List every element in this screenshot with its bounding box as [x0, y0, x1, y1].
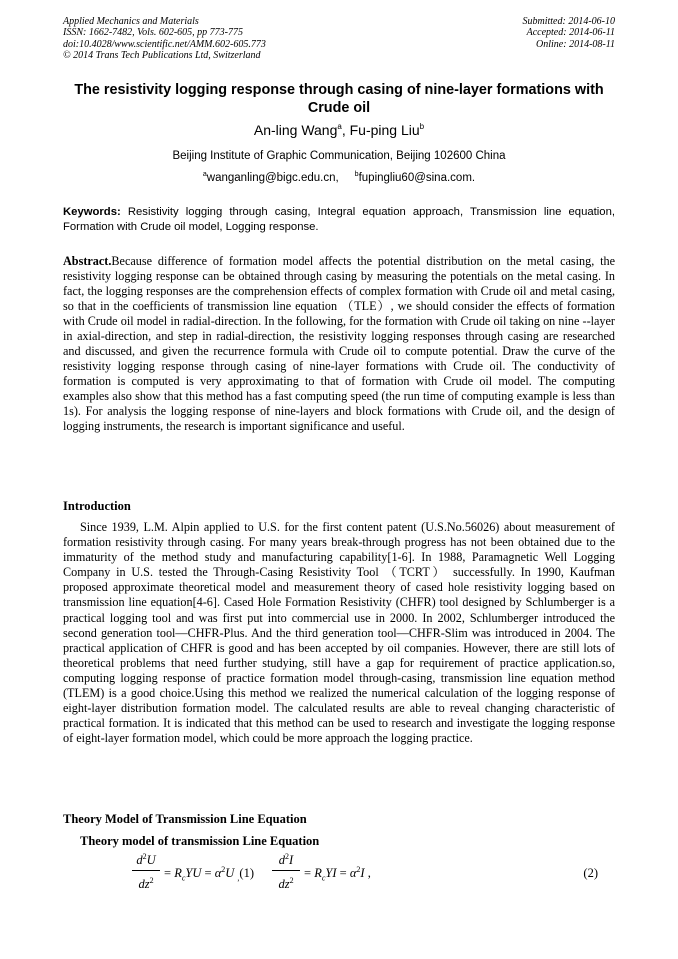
journal-name: Applied Mechanics and Materials [63, 16, 199, 27]
email-address: wanganling@bigc.edu.cn, [206, 172, 339, 184]
author-emails [63, 171, 615, 185]
journal-doi: doi:10.4028/www.scientific.net/AMM.602-605.773 [63, 38, 266, 50]
author-list [63, 121, 615, 139]
email-mark: a [202, 171, 207, 178]
journal-copyright: © 2014 Trans Tech Publications Ltd, Switzerland [63, 49, 261, 61]
abstract-label: Abstract. [63, 254, 112, 268]
equation-number: (2) [583, 866, 598, 880]
email-address: fupingliu60@sina.com. [358, 172, 476, 184]
keywords-label: Keywords: [63, 206, 121, 218]
section-heading-theory: Theory Model of Transmission Line Equation [63, 812, 307, 826]
abstract-text: Because difference of formation model affects the potential distribution on the metal casing, the resistivity logging response can be obtained through casing by measuring the potentials on the metal casing. In fact, the logging responses are the comprehension effects of complex formation with Crude oil and metal casing, so that in the coefficients of transmission line equation （TLE）, we should consider the effects of formation with Crude oil model in radial-direction. In the following, for the formation with Crude oil taking on nine --layer in axial-direction, and step in radial-direction, the resistivity logging responses through casing are researched and discussed, and given the recurrence formula with Crude oil to compute potential. Draw the curve of the resistivity logging response through casing of nine-layer formations with Crude oil. The conductivity of formation is computed is very approximating to that of formation with Crude oil model. The computing examples also show that this method has a fast computing speed (the run time of computing example is less than 1s). For analysis the logging response of nine-layers and block formations with Crude oil, and the design of logging instruments, the research is important significance and useful. [63, 254, 615, 433]
subsection-heading-theory: Theory model of transmission Line Equation [80, 834, 320, 848]
keywords-paragraph [63, 205, 615, 235]
equation-expression: = $R_cYU = \alpha^2U$ $_,$(1) [164, 865, 254, 883]
author-name: An-ling Wang [253, 122, 338, 138]
equation [132, 846, 618, 890]
author-affiliation: Beijing Institute of Graphic Communication, Beijing 102600 China [172, 150, 506, 162]
introduction-paragraph: Since 1939, L.M. Alpin applied to U.S. for the first content patent (U.S.No.56026) about measurement of formation resistivity through casing. For many years break-through progress has not been obtained due to the immaturity of the method study and manufacturing capability[1-6]. In 1988, Paramagnetic Well Logging Company in U.S. tested the Through-Casing Resistivity Tool （TCRT） successfully. In 1990, Kaufman proposed approximate theoretical model and measurement theory of cased hole resistivity logging based on transmission line equation[4-6]. Cased Hole Formation Resistivity (CHFR) tool designed by Schlumberger is a practical logging tool and was first put into commercial use in 2000. In 2002, Schlumberger introduced the second generation tool—CHFR-Plus. And the third generation tool—CHFR-Slim was introduced in 2004. The practical application of CHFR is good and has been accepted by oil companies. However, there are still lots of theoretical problems that need further studying, still have a gap for requirement of practice application.so, computing logging response of practice formation model through-casing, transmission line equation method (TLEM) is a good choice.Using this method we realized the numerical calculation of the logging response of eight-layer distribution formation model. The calculated results are able to reveal changing characteristic of practical formation. It is indicated that this method can be used to research and investigate the logging response of eight-layer formation model, which could be more approach the logging practice. [63, 520, 615, 746]
abstract-paragraph [63, 254, 615, 434]
accepted-date: Accepted: 2014-06-11 [526, 27, 615, 39]
section-heading-introduction: Introduction [63, 499, 131, 513]
submitted-date: Submitted: 2014-06-10 [522, 16, 615, 27]
author-affiliation-mark: b [419, 122, 425, 131]
equation-fraction: $d^2I$ $dz^2$ [272, 849, 300, 892]
email-mark: b [354, 171, 359, 178]
journal-issn: ISSN: 1662-7482, Vols. 602-605, pp 773-775 [63, 27, 243, 39]
equation-expression: = $R_cYI = \alpha^2I$ , [304, 865, 371, 883]
dates-header [523, 16, 616, 50]
paper-title: The resistivity logging response through casing of nine-layer formations with Crude oil [74, 82, 604, 116]
author-separator: , [341, 122, 350, 138]
author-name: Fu-ping Liu [349, 122, 420, 138]
author-affiliation-mark: a [337, 122, 342, 131]
online-date: Online: 2014-08-11 [536, 38, 615, 50]
equation-fraction: $d^2U$ $dz^2$ [132, 849, 160, 892]
journal-header [63, 16, 266, 61]
keywords-text: Resistivity logging through casing, Integral equation approach, Transmission line equation, Formation with Crude oil model, Logging response. [63, 206, 615, 233]
